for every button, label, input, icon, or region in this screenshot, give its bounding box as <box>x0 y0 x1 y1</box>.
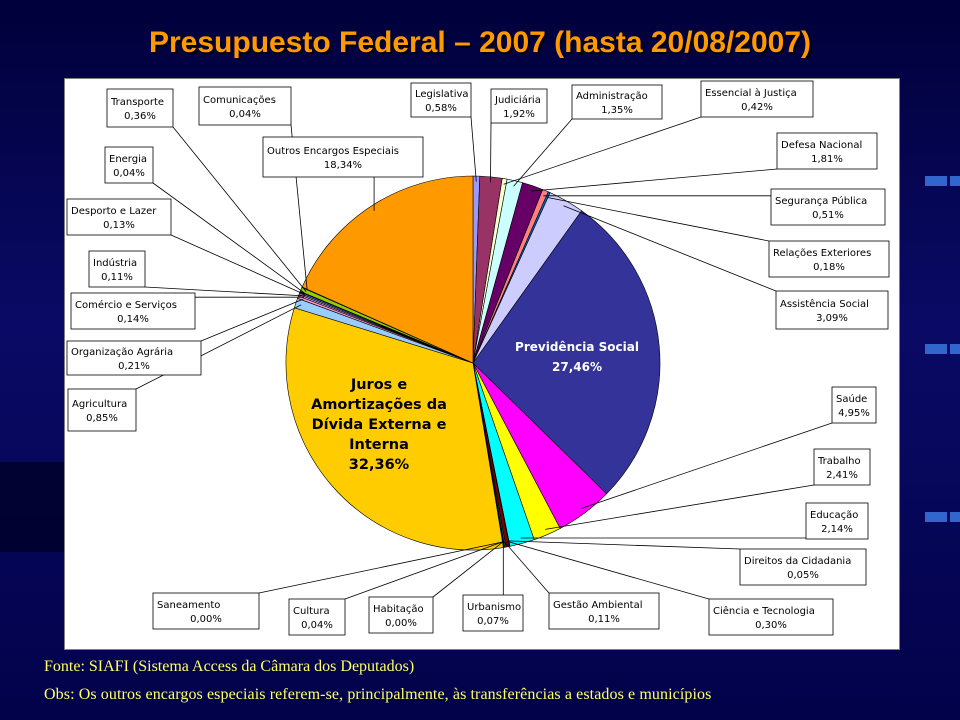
obs-note: Obs: Os outros encargos especiais referem-se, principalmente, às transferências a estados e municípios <box>44 686 712 703</box>
label-ciencia-e-tecnologia <box>709 599 833 635</box>
label-name: Saúde <box>836 394 868 405</box>
inside-label-line: 32,36% <box>348 457 410 473</box>
label-value: 0,04% <box>113 168 145 179</box>
label-value: 0,21% <box>118 361 150 372</box>
label-value: 0,51% <box>812 210 844 221</box>
label-name: Relações Exteriores <box>773 248 872 259</box>
leader-line-legislativa <box>471 117 476 182</box>
label-name: Energia <box>109 154 147 165</box>
label-value: 2,14% <box>821 524 853 535</box>
label-name: Segurança Pública <box>775 196 868 207</box>
label-educacao <box>806 503 868 539</box>
inside-label-line: Previdência Social <box>515 340 639 354</box>
label-legislativa <box>411 83 471 117</box>
label-name: Organização Agrária <box>71 347 174 358</box>
label-comunicacoes <box>199 87 291 125</box>
label-name: Outros Encargos Especiais <box>267 146 400 157</box>
label-name: Ciência e Tecnologia <box>713 606 815 617</box>
label-habitacao <box>369 597 433 633</box>
label-name: Defesa Nacional <box>781 140 863 151</box>
label-value: 0,05% <box>787 570 819 581</box>
label-name: Habitação <box>373 604 424 615</box>
label-essencial-a-justica <box>701 81 813 117</box>
label-energia <box>105 147 153 183</box>
pie-slices <box>286 176 660 550</box>
label-name: Assistência Social <box>780 299 869 310</box>
label-name: Saneamento <box>157 600 221 611</box>
label-name: Comunicações <box>203 95 276 106</box>
label-value: 0,11% <box>101 272 133 283</box>
label-value: 1,81% <box>811 154 843 165</box>
label-name: Administração <box>576 91 648 102</box>
label-name: Desporto e Lazer <box>71 206 157 217</box>
label-name: Gestão Ambiental <box>553 600 643 611</box>
label-name: Essencial à Justiça <box>705 88 797 99</box>
label-value: 0,58% <box>425 103 457 114</box>
label-name: Educação <box>810 510 859 521</box>
label-value: 0,85% <box>86 413 118 424</box>
label-name: Comércio e Serviços <box>75 300 177 311</box>
inside-label-line: Juros e <box>350 377 408 393</box>
label-value: 0,04% <box>229 109 261 120</box>
label-transporte <box>107 89 173 127</box>
label-cultura <box>289 599 345 635</box>
leader-line-gestao-ambiental <box>504 542 549 593</box>
label-name: Judiciária <box>495 95 541 106</box>
pie-chart <box>65 79 899 649</box>
inside-label-line: Amortizações da <box>311 397 447 413</box>
inside-label-line: 27,46% <box>552 360 602 374</box>
label-value: 0,14% <box>117 314 149 325</box>
label-name: Trabalho <box>818 456 861 467</box>
label-name: Transporte <box>111 97 165 108</box>
label-value: 1,35% <box>601 105 633 116</box>
label-value: 0,04% <box>301 620 333 631</box>
label-agricultura <box>68 389 136 431</box>
label-trabalho <box>814 449 870 485</box>
label-value: 0,00% <box>190 614 222 625</box>
label-value: 4,95% <box>838 408 870 419</box>
leader-line-essencial-a-justica <box>504 117 701 184</box>
label-relacoes-exteriores <box>769 241 889 277</box>
label-value: 0,36% <box>124 111 156 122</box>
slide-title: Presupuesto Federal – 2007 (hasta 20/08/2007) <box>148 26 812 59</box>
label-value: 0,42% <box>741 102 773 113</box>
label-value: 2,41% <box>826 470 858 481</box>
label-name: Legislativa <box>415 89 469 100</box>
leader-line-saneamento <box>259 542 503 593</box>
label-box <box>68 389 136 431</box>
label-name: Urbanismo <box>467 602 522 613</box>
label-value: 0,30% <box>755 620 787 631</box>
label-defesa-nacional <box>777 133 877 169</box>
label-organizacao-agraria <box>67 341 201 375</box>
label-saneamento <box>153 593 259 629</box>
inside-label-line: Interna <box>349 437 409 453</box>
label-box <box>263 137 423 177</box>
label-assistencia-social <box>776 291 888 329</box>
label-name: Direitos da Cidadania <box>744 556 852 567</box>
label-desporto-e-lazer <box>67 199 171 235</box>
label-comercio-e-servicos <box>71 293 195 329</box>
label-direitos-da-cidadania <box>740 549 866 585</box>
label-value: 3,09% <box>816 313 848 324</box>
label-value: 0,00% <box>385 618 417 629</box>
leader-line-cultura <box>345 542 503 599</box>
label-urbanismo <box>463 595 523 631</box>
source-note: Fonte: SIAFI (Sistema Access da Câmara dos Deputados) <box>44 658 415 675</box>
label-value: 0,11% <box>588 614 620 625</box>
label-value: 0,13% <box>103 220 135 231</box>
label-name: Agricultura <box>72 399 128 410</box>
leader-line-direitos-da-cidadania <box>509 541 740 549</box>
chart-panel <box>64 78 900 650</box>
label-value: 0,07% <box>477 616 509 627</box>
label-name: Cultura <box>293 606 330 617</box>
label-industria <box>89 251 145 287</box>
label-gestao-ambiental <box>549 593 659 629</box>
label-value: 18,34% <box>323 160 363 171</box>
leader-line-defesa-nacional <box>531 169 777 191</box>
label-value: 0,18% <box>813 262 845 273</box>
label-administracao <box>572 85 662 119</box>
label-outros-encargos-especiais <box>263 137 423 177</box>
leader-line-administracao <box>514 119 572 186</box>
leader-line-judiciaria <box>491 123 492 183</box>
leader-line-energia <box>153 183 305 294</box>
leader-line-ciencia-e-tecnologia <box>507 541 709 599</box>
label-saude <box>832 387 876 423</box>
label-value: 1,92% <box>503 109 535 120</box>
label-name: Indústria <box>93 258 138 269</box>
label-judiciaria <box>491 89 547 123</box>
label-seguranca-publica <box>771 189 885 225</box>
inside-label-line: Dívida Externa e <box>311 417 447 433</box>
